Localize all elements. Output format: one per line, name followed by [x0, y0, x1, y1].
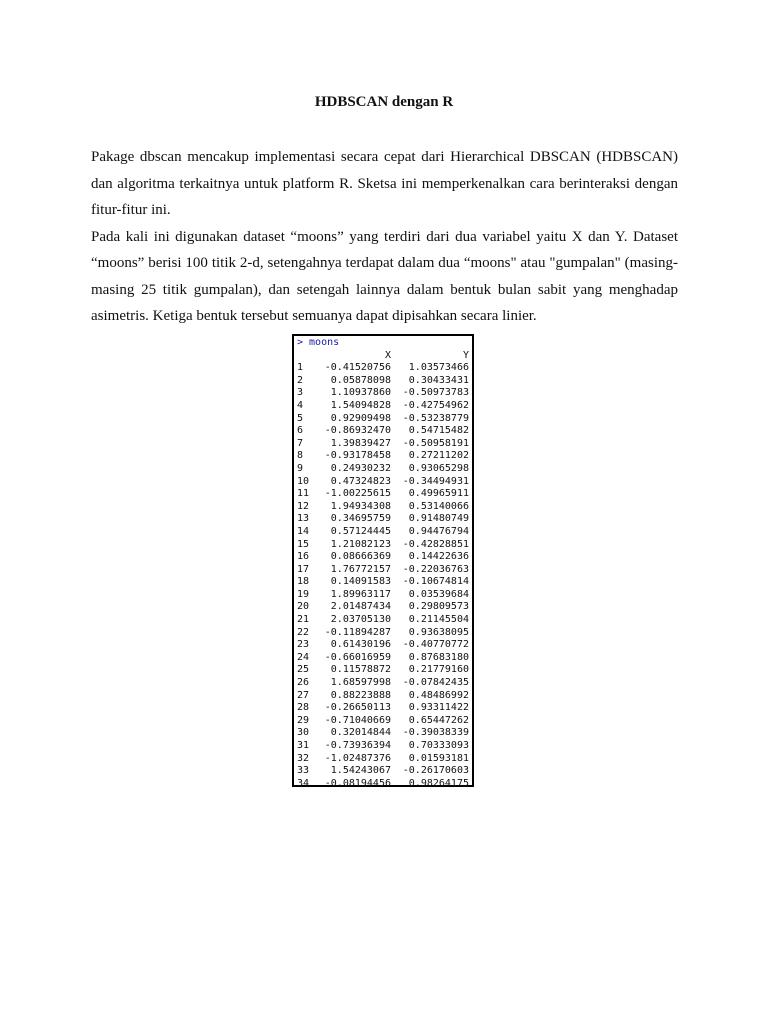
cell-y: -0.50973783: [402, 387, 469, 399]
row-index: 12: [297, 500, 310, 512]
cell-x: 0.24930232: [330, 462, 391, 474]
table-row: [297, 740, 469, 753]
cell-x: 1.89963117: [330, 588, 391, 600]
table-row: [297, 400, 469, 413]
header-y: Y: [462, 349, 469, 361]
table-row: [297, 362, 469, 375]
table-row: [297, 690, 469, 703]
cell-y: 0.94476794: [408, 525, 469, 537]
row-index: 10: [297, 475, 310, 487]
cell-x: 0.11578872: [330, 664, 391, 676]
table-row: [297, 413, 469, 426]
cell-y: 0.49965911: [408, 488, 469, 500]
cell-y: -0.50958191: [402, 437, 469, 449]
table-row: [297, 614, 469, 627]
row-index: 32: [297, 752, 310, 764]
r-console-output: [292, 334, 474, 787]
table-row: [297, 664, 469, 677]
cell-x: -1.00225615: [324, 488, 391, 500]
cell-x: 0.32014844: [330, 727, 391, 739]
table-row: [297, 677, 469, 690]
table-row: [297, 753, 469, 766]
cell-y: 0.03539684: [408, 588, 469, 600]
cell-y: 0.01593181: [408, 752, 469, 764]
row-index: 28: [297, 702, 310, 714]
row-index: 5: [297, 412, 304, 424]
cell-x: -0.08194456: [324, 777, 391, 789]
row-index: 17: [297, 563, 310, 575]
paragraph-dataset: Pada kali ini digunakan dataset “moons” yang terdiri dari dua variabel yaitu X dan Y. Dataset “moons” berisi 100 titik 2-d, setengahnya terdapat dalam dua “moons" atau "gumpalan" (masing-masing 25 titik gumpalan), dan setengah lainnya dalam bentuk bulan sabit yang menghadap asimetris. Ketiga bentuk tersebut semuanya dapat dipisahkan secara linier.: [91, 228, 678, 324]
cell-y: -0.34494931: [402, 475, 469, 487]
table-row: [297, 551, 469, 564]
row-index: 2: [297, 374, 304, 386]
cell-x: -0.66016959: [324, 651, 391, 663]
cell-y: 0.91480749: [408, 513, 469, 525]
cell-y: 0.48486992: [408, 689, 469, 701]
row-index: 27: [297, 689, 310, 701]
row-index: 4: [297, 399, 304, 411]
cell-y: 0.93065298: [408, 462, 469, 474]
table-row: [297, 589, 469, 602]
cell-x: 2.01487434: [330, 601, 391, 613]
table-row: [297, 727, 469, 740]
cell-x: -0.41520756: [324, 362, 391, 374]
cell-x: -0.26650113: [324, 702, 391, 714]
row-index: 22: [297, 626, 310, 638]
cell-y: 0.30433431: [408, 374, 469, 386]
cell-x: 0.47324823: [330, 475, 391, 487]
cell-y: -0.42828851: [402, 538, 469, 550]
cell-x: 1.76772157: [330, 563, 391, 575]
row-index: 25: [297, 664, 310, 676]
table-row: [297, 778, 469, 791]
cell-x: 1.54243067: [330, 765, 391, 777]
cell-y: 0.21145504: [408, 614, 469, 626]
document-title: HDBSCAN dengan R: [314, 94, 454, 110]
header-index: [297, 350, 319, 363]
row-index: 15: [297, 538, 310, 550]
row-index: 23: [297, 639, 310, 651]
cell-y: -0.42754962: [402, 399, 469, 411]
cell-x: 0.14091583: [330, 576, 391, 588]
cell-x: -0.11894287: [324, 626, 391, 638]
cell-y: 0.54715482: [408, 425, 469, 437]
console-prompt: > moons: [297, 337, 340, 348]
cell-x: 1.39839427: [330, 437, 391, 449]
cell-y: 0.27211202: [408, 450, 469, 462]
table-row: [297, 476, 469, 489]
cell-y: -0.53238779: [402, 412, 469, 424]
row-index: 31: [297, 740, 310, 751]
table-row: [297, 463, 469, 476]
cell-y: -0.39038339: [402, 727, 469, 739]
cell-x: 1.21082123: [330, 538, 391, 550]
row-index: 19: [297, 588, 310, 600]
cell-x: 2.03705130: [330, 614, 391, 626]
table-row: [297, 627, 469, 640]
cell-x: 0.92909498: [330, 412, 391, 424]
table-row: [297, 488, 469, 501]
cell-y: -0.07842435: [402, 677, 469, 689]
row-index: 13: [297, 513, 310, 525]
table-row: [297, 539, 469, 552]
table-row: [297, 639, 469, 652]
row-index: 34: [297, 777, 310, 789]
row-index: 8: [297, 450, 304, 462]
table-header: [297, 350, 469, 363]
table-row: [297, 501, 469, 514]
cell-y: 1.03573466: [408, 362, 469, 374]
cell-x: 0.08666369: [330, 551, 391, 563]
table-row: [297, 765, 469, 778]
cell-y: 0.21779160: [408, 664, 469, 676]
cell-y: 0.65447262: [408, 714, 469, 726]
row-index: 18: [297, 576, 310, 588]
table-row: [297, 450, 469, 463]
table-row: [297, 513, 469, 526]
row-index: 7: [297, 437, 304, 449]
cell-y: 0.53140066: [408, 500, 469, 512]
table-row: [297, 438, 469, 451]
row-index: 14: [297, 525, 310, 537]
table-row: [297, 564, 469, 577]
cell-x: -0.93178458: [324, 450, 391, 462]
cell-y: 0.87683180: [408, 651, 469, 663]
cell-x: 0.34695759: [330, 513, 391, 525]
table-body: [297, 362, 469, 790]
row-index: 24: [297, 651, 310, 663]
row-index: 33: [297, 765, 310, 777]
paragraph-intro: Pakage dbscan mencakup implementasi secara cepat dari Hierarchical DBSCAN (HDBSCAN) dan algoritma terkaitnya untuk platform R. Sketsa ini memperkenalkan cara berinteraksi dengan fitur-fitur ini.: [91, 149, 678, 218]
table-row: [297, 601, 469, 614]
table-row: [297, 652, 469, 665]
cell-y: 0.98264175: [408, 777, 469, 789]
cell-y: 0.70333093: [408, 740, 469, 751]
header-x: X: [384, 349, 391, 361]
row-index: 29: [297, 714, 310, 726]
cell-x: -0.73936394: [324, 740, 391, 751]
table-row: [297, 387, 469, 400]
cell-x: 1.94934308: [330, 500, 391, 512]
cell-x: -0.71040669: [324, 714, 391, 726]
table-row: [297, 715, 469, 728]
cell-x: -1.02487376: [324, 752, 391, 764]
cell-x: 0.61430196: [330, 639, 391, 651]
cell-x: 1.54094828: [330, 399, 391, 411]
cell-x: 0.88223888: [330, 689, 391, 701]
table-row: [297, 702, 469, 715]
cell-y: -0.26170603: [402, 765, 469, 777]
row-index: 9: [297, 462, 304, 474]
cell-x: 0.57124445: [330, 525, 391, 537]
row-index: 30: [297, 727, 310, 739]
row-index: 3: [297, 387, 304, 399]
table-row: [297, 526, 469, 539]
cell-y: -0.40770772: [402, 639, 469, 651]
table-row: [297, 375, 469, 388]
row-index: 6: [297, 425, 304, 437]
cell-x: 1.68597998: [330, 677, 391, 689]
cell-y: 0.93638095: [408, 626, 469, 638]
table-row: [297, 425, 469, 438]
row-index: 26: [297, 677, 310, 689]
cell-y: 0.14422636: [408, 551, 469, 563]
cell-x: 0.05878098: [330, 374, 391, 386]
cell-x: 1.10937860: [330, 387, 391, 399]
row-index: 11: [297, 488, 310, 500]
cell-y: -0.10674814: [402, 576, 469, 588]
cell-y: 0.93311422: [408, 702, 469, 714]
row-index: 1: [297, 362, 304, 374]
row-index: 20: [297, 601, 310, 613]
row-index: 16: [297, 551, 310, 563]
row-index: 21: [297, 614, 310, 626]
cell-y: 0.29809573: [408, 601, 469, 613]
cell-x: -0.86932470: [324, 425, 391, 437]
cell-y: -0.22036763: [402, 563, 469, 575]
table-row: [297, 576, 469, 589]
